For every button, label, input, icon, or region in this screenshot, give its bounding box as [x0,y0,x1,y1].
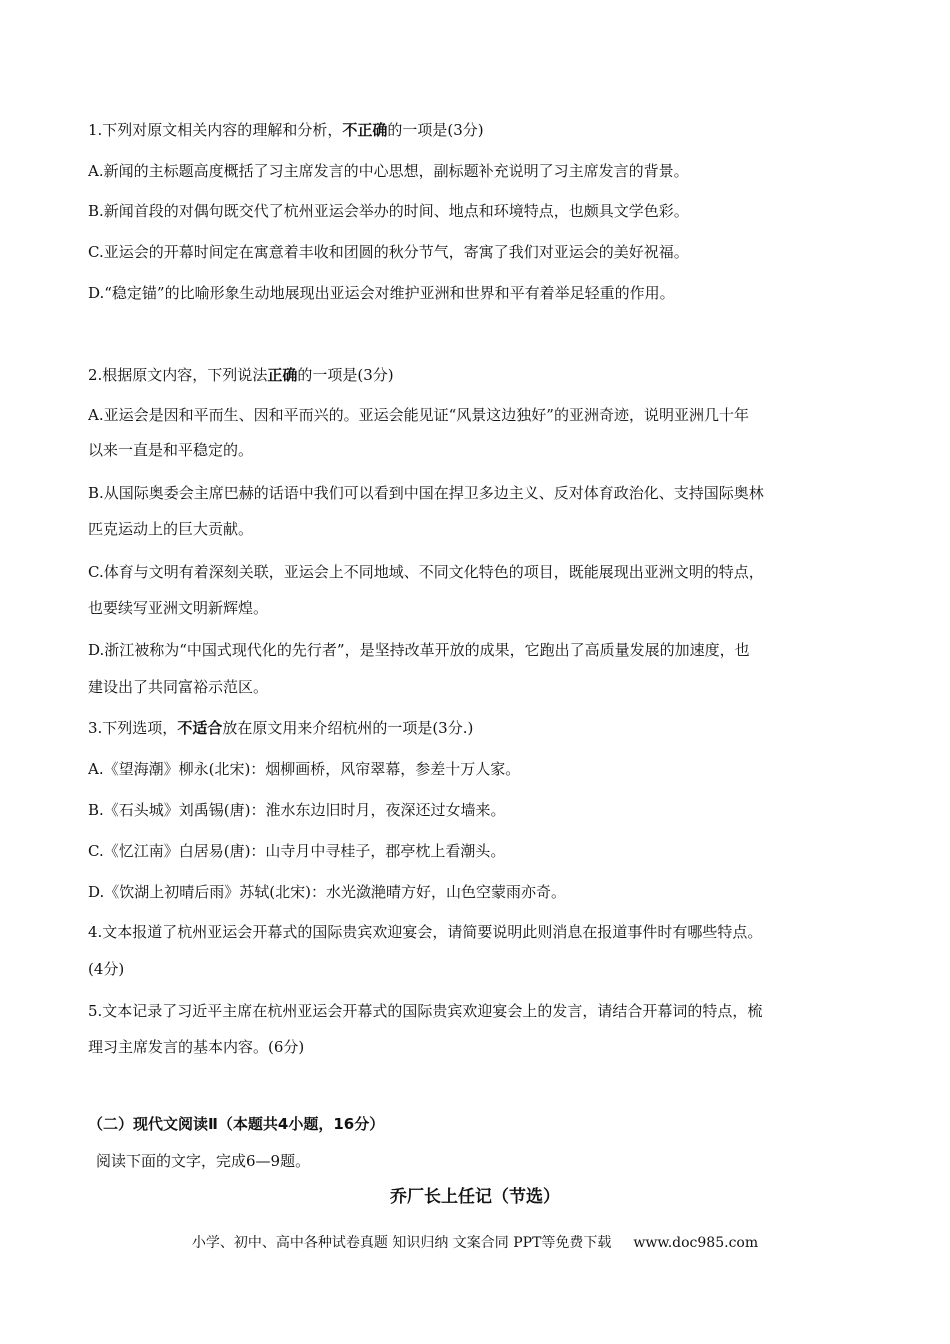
q1-stem-score: 的一项是(3分) [387,121,484,139]
q4-line1: 4.文本报道了杭州亚运会开幕式的国际贵宾欢迎宴会，请简要说明此则消息在报道事件时有哪些特点。 [88,923,763,941]
q1-option-b: B.新闻首段的对偶句既交代了杭州亚运会举办的时间、地点和环境特点，也颇具文学色彩。 [88,202,689,220]
q2-option-b-line1: B.从国际奥委会主席巴赫的话语中我们可以看到中国在捍卫多边主义、反对体育政治化、支持国际奥林 [88,484,764,502]
q2-option-d-line1: D.浙江被称为“中国式现代化的先行者”，是坚持改革开放的成果，它跑出了高质量发展的加速度，也 [88,641,750,659]
q4-line2: (4分) [88,960,125,978]
q1-option-a: A.新闻的主标题高度概括了习主席发言的中心思想，副标题补充说明了习主席发言的背景。 [88,162,689,180]
q5-line2: 理习主席发言的基本内容。(6分) [88,1038,305,1056]
passage-title: 乔厂长上任记（节选） [390,1187,560,1207]
q3-stem [88,718,868,738]
q2-option-c-line1: C.体育与文明有着深刻关联，亚运会上不同地域、不同文化特色的项目，既能展现出亚洲文明的特点， [88,563,764,581]
q1-stem-text: 1.下列对原文相关内容的理解和分析， [88,121,343,139]
q2-option-c-line2: 也要续写亚洲文明新辉煌。 [88,599,269,617]
q3-option-d: D.《饮湖上初晴后雨》苏轼(北宋)：水光潋滟晴方好，山色空蒙雨亦奇。 [88,883,566,901]
q5-line1: 5.文本记录了习近平主席在杭州亚运会开幕式的国际贵宾欢迎宴会上的发言，请结合开幕词的特点，梳 [88,1002,763,1020]
q2-stem-score: 的一项是(3分) [297,366,394,384]
footer-text: 小学、初中、高中各种试卷真题 知识归纳 文案合同 PPT等免费下载 [191,1235,612,1251]
q2-option-a-line2: 以来一直是和平稳定的。 [88,441,254,459]
q2-option-a-line1: A.亚运会是因和平而生、因和平而兴的。亚运会能见证“风景这边独好”的亚洲奇迹，说明亚洲几十年 [88,406,749,424]
q3-stem-score: 放在原文用来介绍杭州的一项是(3分.) [222,719,474,737]
q2-option-b-line2: 匹克运动上的巨大贡献。 [88,520,254,538]
q1-stem-emphasis: 不正确 [342,121,388,139]
q1-stem [88,120,868,140]
page-footer [0,1232,950,1252]
q3-option-a: A.《望海潮》柳永(北宋)：烟柳画桥，风帘翠幕，参差十万人家。 [88,760,521,778]
section-intro: 阅读下面的文字，完成6—9题。 [96,1152,311,1170]
q2-stem-text: 2.根据原文内容，下列说法 [88,366,268,384]
q1-option-c: C.亚运会的开幕时间定在寓意着丰收和团圆的秋分节气，寄寓了我们对亚运会的美好祝福。 [88,243,689,261]
q2-stem [88,365,868,385]
q1-option-d: D.“稳定锚”的比喻形象生动地展现出亚运会对维护亚洲和世界和平有着举足轻重的作用。 [88,284,675,302]
q3-option-b: B.《石头城》刘禹锡(唐)：淮水东边旧时月，夜深还过女墙来。 [88,801,506,819]
footer-url[interactable]: www.doc985.com [633,1235,759,1251]
q2-option-d-line2: 建设出了共同富裕示范区。 [88,678,269,696]
q3-stem-emphasis: 不适合 [177,719,223,737]
q3-stem-text: 3.下列选项， [88,719,178,737]
q2-stem-emphasis: 正确 [267,366,298,384]
section-heading: （二）现代文阅读Ⅱ（本题共4小题，16分） [88,1115,385,1133]
q3-option-c: C.《忆江南》白居易(唐)：山寺月中寻桂子，郡亭枕上看潮头。 [88,842,506,860]
